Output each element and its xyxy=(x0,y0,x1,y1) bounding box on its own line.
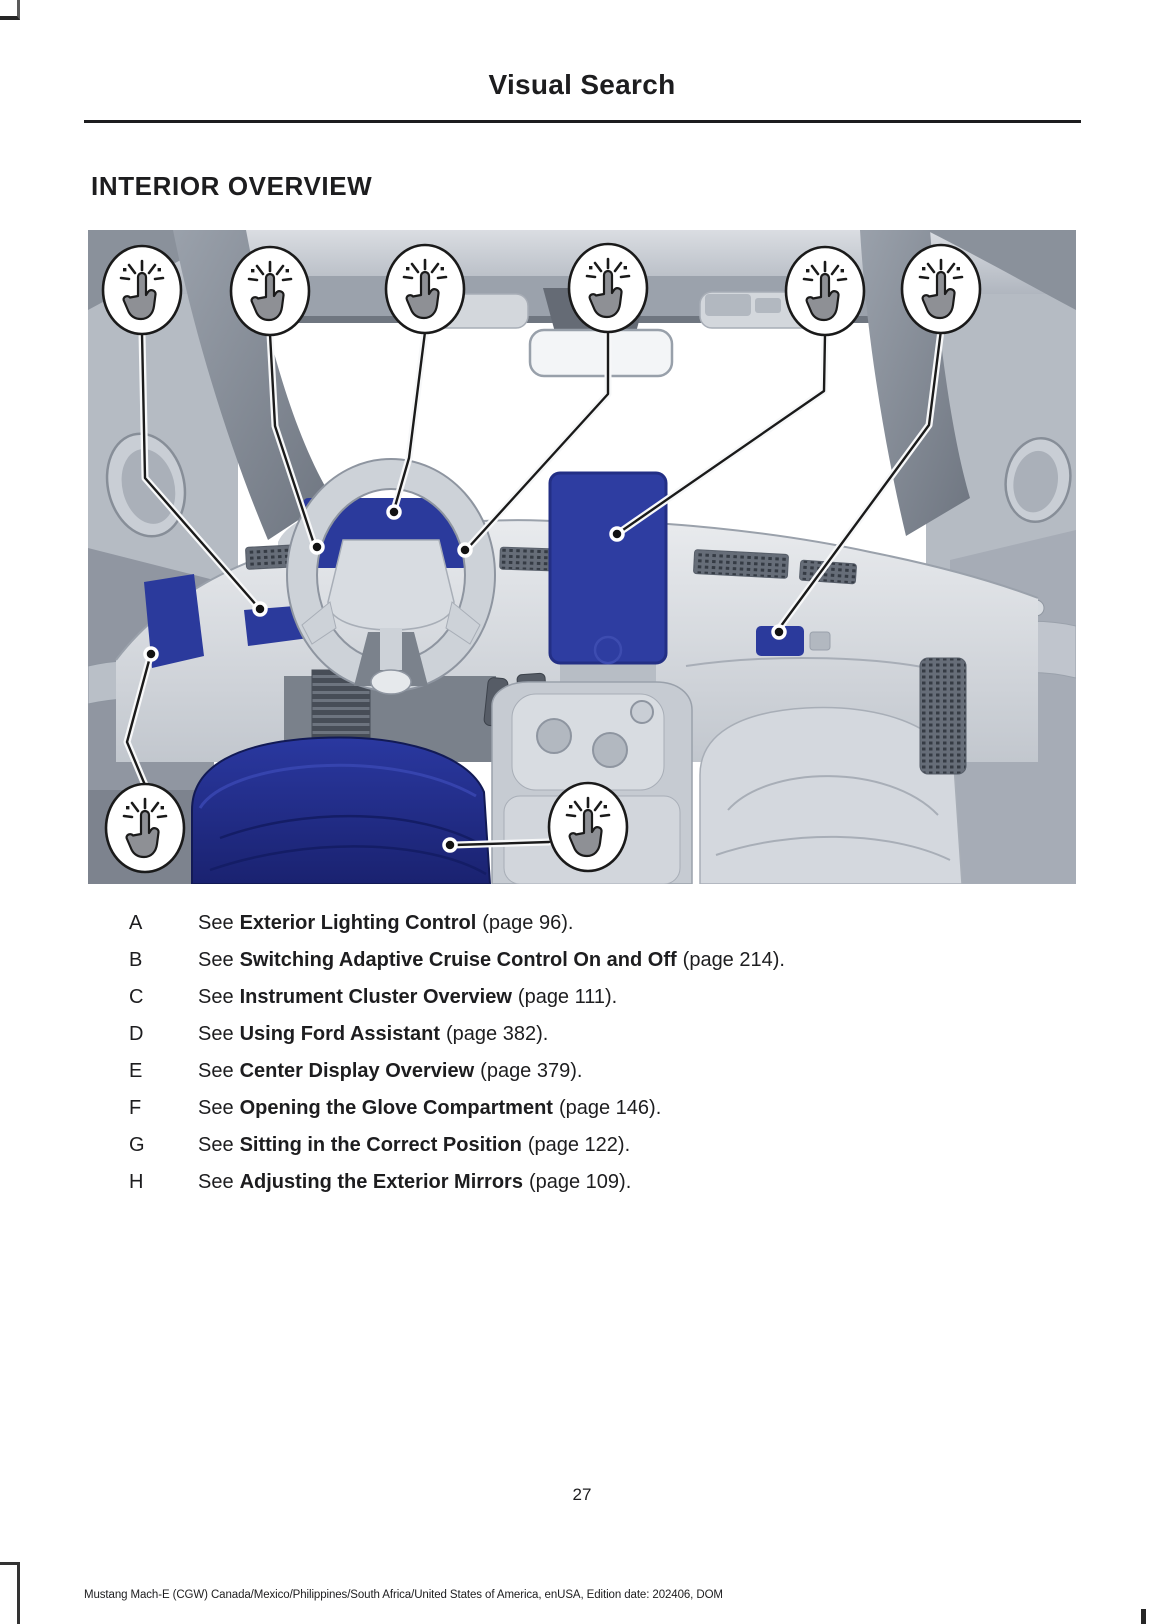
interior-overview-figure xyxy=(88,230,1076,884)
hotspot-b[interactable] xyxy=(231,247,309,335)
reference-row-e: E See Center Display Overview (page 379). xyxy=(129,1060,583,1082)
ford-badge xyxy=(371,670,411,694)
hotspot-h[interactable] xyxy=(106,784,184,872)
reference-list xyxy=(129,910,1079,1206)
gear-rotary-dial xyxy=(631,701,653,723)
reference-row-g: G See Sitting in the Correct Position (page 122). xyxy=(129,1134,631,1156)
reference-link[interactable]: Switching Adaptive Cruise Control On and Off xyxy=(239,949,677,971)
hotspot-a[interactable] xyxy=(103,246,181,334)
page-reference: (page 111). xyxy=(517,986,618,1008)
page-crop-mark-bottom-left xyxy=(0,1562,20,1624)
page-reference: (page 146). xyxy=(558,1097,662,1119)
page-reference: (page 382). xyxy=(445,1023,549,1045)
reference-letter: D xyxy=(129,1023,144,1045)
hotspot-g[interactable] xyxy=(549,783,627,871)
page-reference: (page 379). xyxy=(480,1060,583,1082)
reference-row-a: A See Exterior Lighting Control (page 96). xyxy=(129,912,574,934)
reference-row-c: C See Instrument Cluster Overview (page 111). xyxy=(129,986,618,1008)
reference-link[interactable]: Opening the Glove Compartment xyxy=(239,1097,553,1119)
footer-edition-line: Mustang Mach-E (CGW) Canada/Mexico/Philippines/South Africa/United States of America, enUSA, Edition date: 202406, DOM xyxy=(84,1589,723,1601)
driver-seat-highlight xyxy=(192,737,490,884)
glovebox-latch xyxy=(810,632,830,650)
reference-link[interactable]: Instrument Cluster Overview xyxy=(239,986,512,1008)
page-crop-mark-top-left xyxy=(0,0,20,20)
reference-link[interactable]: Adjusting the Exterior Mirrors xyxy=(239,1171,523,1193)
reference-letter: E xyxy=(129,1060,143,1082)
title-divider xyxy=(84,120,1081,123)
page-reference: (page 122). xyxy=(527,1134,631,1156)
reference-link[interactable]: Using Ford Assistant xyxy=(239,1023,440,1045)
reference-row-d: D See Using Ford Assistant (page 382). xyxy=(129,1023,549,1045)
hotspot-c[interactable] xyxy=(386,245,464,333)
rearview-mirror xyxy=(530,330,672,376)
reference-letter: F xyxy=(129,1097,142,1119)
door-map-pocket xyxy=(920,658,966,774)
cupholder xyxy=(537,719,571,753)
page-title: Visual Search xyxy=(488,69,676,100)
cupholder xyxy=(593,733,627,767)
page-reference: (page 214). xyxy=(682,949,785,971)
reference-link[interactable]: Sitting in the Correct Position xyxy=(239,1134,522,1156)
hotspot-f[interactable] xyxy=(902,245,980,333)
page-crop-mark-bottom-right xyxy=(1141,1609,1146,1624)
reference-link[interactable]: Center Display Overview xyxy=(239,1060,475,1082)
reference-letter: C xyxy=(129,986,144,1008)
page-reference: (page 96). xyxy=(482,912,574,934)
center-display-highlight xyxy=(550,473,666,663)
page-reference: (page 109). xyxy=(528,1171,632,1193)
section-heading: INTERIOR OVERVIEW xyxy=(91,171,373,201)
reference-letter: A xyxy=(129,912,143,934)
reference-row-h: H See Adjusting the Exterior Mirrors (page 109). xyxy=(129,1171,632,1193)
reference-link[interactable]: Exterior Lighting Control xyxy=(239,912,477,934)
reference-letter: H xyxy=(129,1171,144,1193)
reference-row-f: F See Opening the Glove Compartment (page 146). xyxy=(129,1097,662,1119)
overhead-sensor xyxy=(705,294,751,316)
page-number: 27 xyxy=(572,1485,592,1504)
reference-letter: G xyxy=(129,1134,145,1156)
hotspot-e[interactable] xyxy=(786,247,864,335)
reference-letter: B xyxy=(129,949,143,971)
hotspot-d[interactable] xyxy=(569,244,647,332)
car-interior-illustration xyxy=(88,230,1076,884)
reference-row-b: B See Switching Adaptive Cruise Control On and Off (page 214). xyxy=(129,949,785,971)
